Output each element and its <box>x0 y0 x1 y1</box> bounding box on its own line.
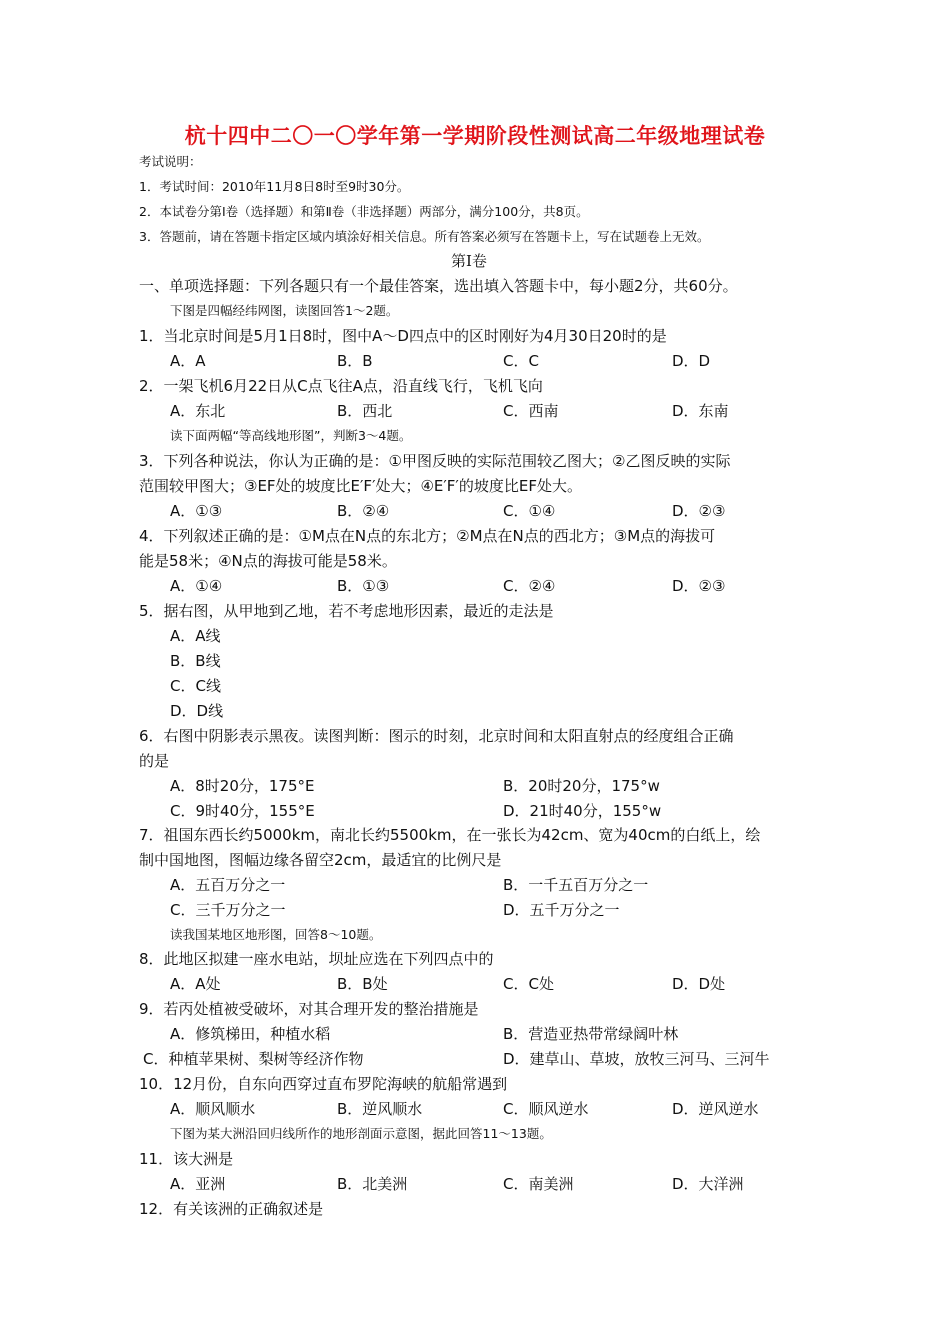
question-stem: 8．此地区拟建一座水电站，坝址应选在下列四点中的 <box>139 950 494 968</box>
option: D．D线 <box>170 702 224 720</box>
note-3-4: 读下面两幅“等高线地形图”，判断3～4题。 <box>170 428 412 443</box>
option: C．南美洲 <box>503 1175 574 1193</box>
note-1-2: 下图是四幅经纬网图，读图回答1～2题。 <box>170 303 399 318</box>
question-stem: 制中国地图，图幅边缘各留空2cm，最适宜的比例尺是 <box>139 851 502 869</box>
option: D．②③ <box>672 577 726 595</box>
option: B．20时20分，175°w <box>503 777 660 795</box>
option: B．西北 <box>337 402 393 420</box>
option: B．②④ <box>337 502 390 520</box>
option: C．9时40分，155°E <box>170 802 315 820</box>
part-one-heading: 一、单项选择题：下列各题只有一个最佳答案，选出填入答题卡中，每小题2分，共60分。 <box>139 277 738 295</box>
option: C．②④ <box>503 577 556 595</box>
option: B．一千五百万分之一 <box>503 876 649 894</box>
option: C．种植苹果树、梨树等经济作物 <box>143 1050 364 1068</box>
option: D．D处 <box>672 975 726 993</box>
option: D．D <box>672 352 711 370</box>
question-stem: 11．该大洲是 <box>139 1150 234 1168</box>
question-stem: 4．下列叙述正确的是：①M点在N点的东北方；②M点在N点的西北方；③M点的海拔可 <box>139 527 716 545</box>
question-stem: 3．下列各种说法，你认为正确的是：①甲图反映的实际范围较乙图大；②乙图反映的实际 <box>139 452 731 470</box>
option: D．大洋洲 <box>672 1175 744 1193</box>
option: D．21时40分，155°w <box>503 802 662 820</box>
option: A．亚洲 <box>170 1175 226 1193</box>
question-stem: 的是 <box>139 752 170 770</box>
note-8-10: 读我国某地区地形图，回答8～10题。 <box>170 927 382 942</box>
question-stem: 5．据右图，从甲地到乙地，若不考虑地形因素，最近的走法是 <box>139 602 554 620</box>
instructions-heading: 考试说明： <box>139 154 202 169</box>
question-stem: 10．12月份，自东向西穿过直布罗陀海峡的航船常遇到 <box>139 1075 508 1093</box>
option: A．①③ <box>170 502 223 520</box>
instruction-item: 2．本试卷分第Ⅰ卷（选择题）和第Ⅱ卷（非选择题）两部分，满分100分，共8页。 <box>139 204 589 219</box>
option: A．顺风顺水 <box>170 1100 256 1118</box>
option: A．①④ <box>170 577 223 595</box>
question-stem: 9．若丙处植被受破坏，对其合理开发的整治措施是 <box>139 1000 479 1018</box>
option: C．三千万分之一 <box>170 901 286 919</box>
option: B．B <box>337 352 373 370</box>
option: A．A处 <box>170 975 221 993</box>
question-stem: 2．一架飞机6月22日从C点飞往A点，沿直线飞行，飞机飞向 <box>139 377 543 395</box>
option: C．C <box>503 352 539 370</box>
instruction-item: 1．考试时间：2010年11月8日8时至9时30分。 <box>139 179 410 194</box>
option: A．A线 <box>170 627 221 645</box>
option: A．8时20分，175°E <box>170 777 315 795</box>
option: A．五百万分之一 <box>170 876 286 894</box>
question-stem: 1．当北京时间是5月1日8时，图中A～D四点中的区时刚好为4月30日20时的是 <box>139 327 667 345</box>
question-stem: 6．右图中阴影表示黑夜。读图判断：图示的时刻，北京时间和太阳直射点的经度组合正确 <box>139 727 734 745</box>
option: B．B处 <box>337 975 388 993</box>
instruction-item: 3．答题前，请在答题卡指定区域内填涂好相关信息。所有答案必须写在答题卡上，写在试题卷上无效。 <box>139 229 710 244</box>
option: B．北美洲 <box>337 1175 408 1193</box>
option: D．②③ <box>672 502 726 520</box>
option: B．营造亚热带常绿阔叶林 <box>503 1025 679 1043</box>
option: C．①④ <box>503 502 556 520</box>
note-11-13: 下图为某大洲沿回归线所作的地形剖面示意图，据此回答11～13题。 <box>170 1126 552 1141</box>
option: B．B线 <box>170 652 221 670</box>
option: C．C线 <box>170 677 221 695</box>
option: B．①③ <box>337 577 390 595</box>
option: D．建草山、草坡，放牧三河马、三河牛 <box>503 1050 770 1068</box>
section-title: 第Ⅰ卷 <box>451 252 487 270</box>
option: A．东北 <box>170 402 226 420</box>
option: C．C处 <box>503 975 554 993</box>
option: B．逆风顺水 <box>337 1100 423 1118</box>
option: D．逆风逆水 <box>672 1100 759 1118</box>
option: A．修筑梯田，种植水稻 <box>170 1025 331 1043</box>
question-stem: 能是58米；④N点的海拔可能是58米。 <box>139 552 397 570</box>
option: C．顺风逆水 <box>503 1100 589 1118</box>
exam-title: 杭十四中二〇一〇学年第一学期阶段性测试高二年级地理试卷 <box>184 123 766 148</box>
option: C．西南 <box>503 402 559 420</box>
option: D．五千万分之一 <box>503 901 620 919</box>
question-stem: 12．有关该洲的正确叙述是 <box>139 1200 324 1218</box>
option: D．东南 <box>672 402 729 420</box>
question-stem: 范围较甲图大；③EF处的坡度比E′F′处大；④E′F′的坡度比EF处大。 <box>139 477 582 495</box>
question-stem: 7．祖国东西长约5000km，南北长约5500km，在一张长为42cm、宽为40cm的白纸上，绘 <box>139 826 761 844</box>
option: A．A <box>170 352 206 370</box>
